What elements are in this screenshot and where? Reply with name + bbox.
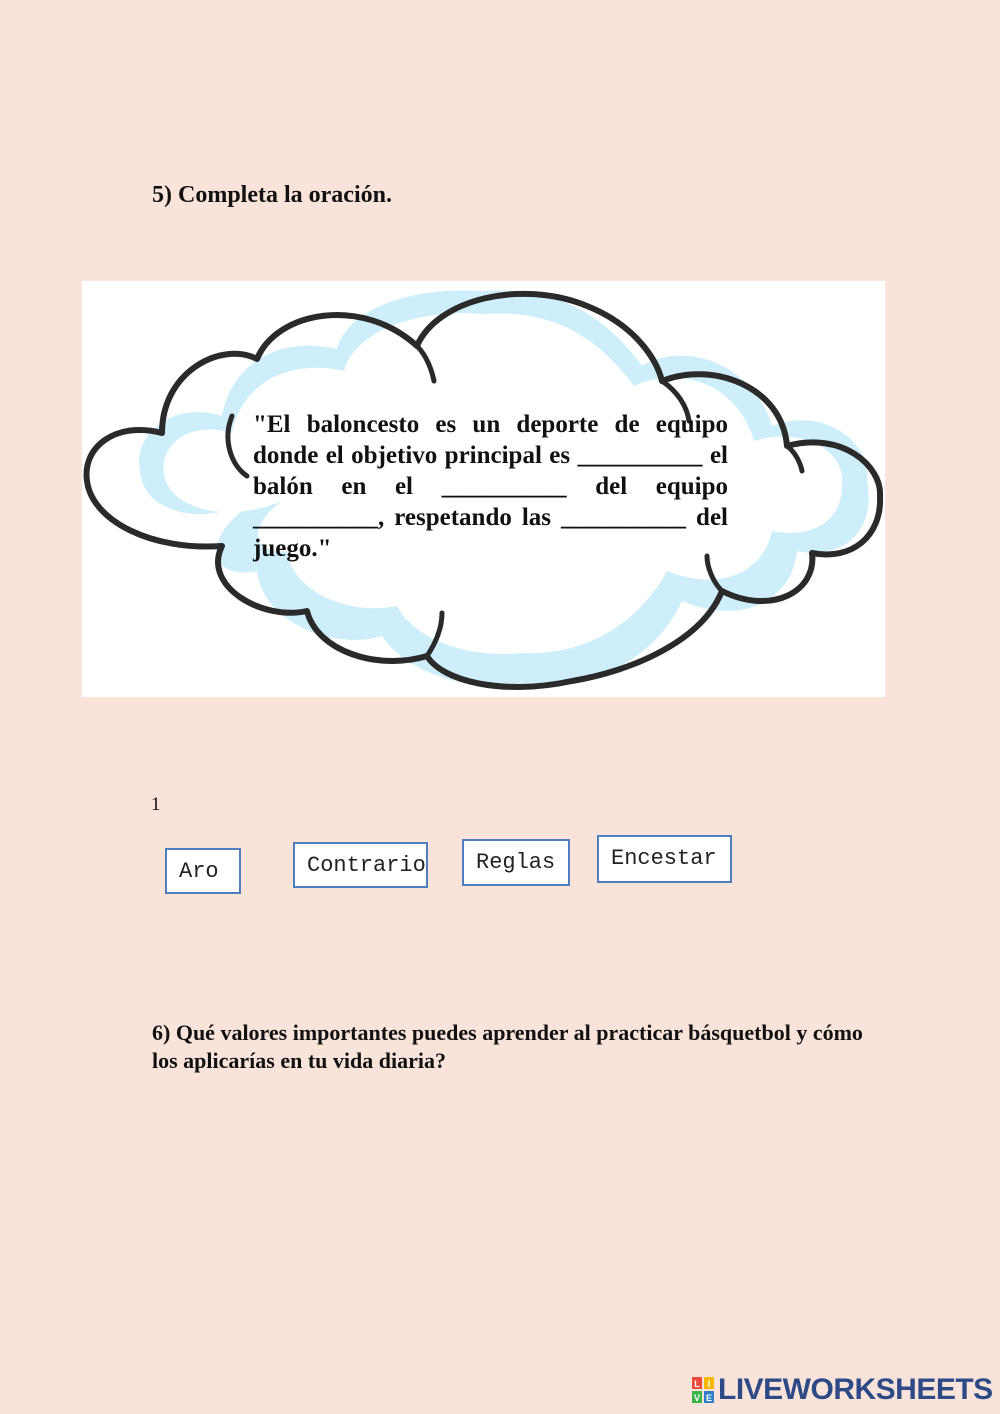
- word-box-contrario[interactable]: Contrario: [293, 842, 428, 888]
- word-box-reglas[interactable]: Reglas: [462, 839, 570, 886]
- logo-text: LIVEWORKSHEETS: [718, 1373, 993, 1406]
- question-5-title: 5) Completa la oración.: [152, 182, 392, 208]
- word-box-encestar[interactable]: Encestar: [597, 835, 732, 883]
- word-box-aro[interactable]: Aro: [165, 848, 241, 894]
- fill-in-sentence: "El baloncesto es un deporte de equipo donde el objetivo principal es __________ el balón en el __________ del equipo __________, respetando las __________ del juego.": [253, 411, 728, 562]
- logo-letter-i: I: [707, 1379, 711, 1389]
- logo-letter-v: V: [693, 1393, 701, 1403]
- logo-letter-e: E: [705, 1393, 713, 1403]
- liveworksheets-logo[interactable]: [692, 1374, 993, 1406]
- logo-blocks-icon: [692, 1377, 714, 1403]
- question-6-title: 6) Qué valores importantes puedes aprender al practicar básquetbol y cómo los aplicarías en tu vida diaria?: [152, 1020, 863, 1073]
- logo-letter-l: L: [694, 1379, 700, 1389]
- answer-number: 1: [151, 794, 161, 815]
